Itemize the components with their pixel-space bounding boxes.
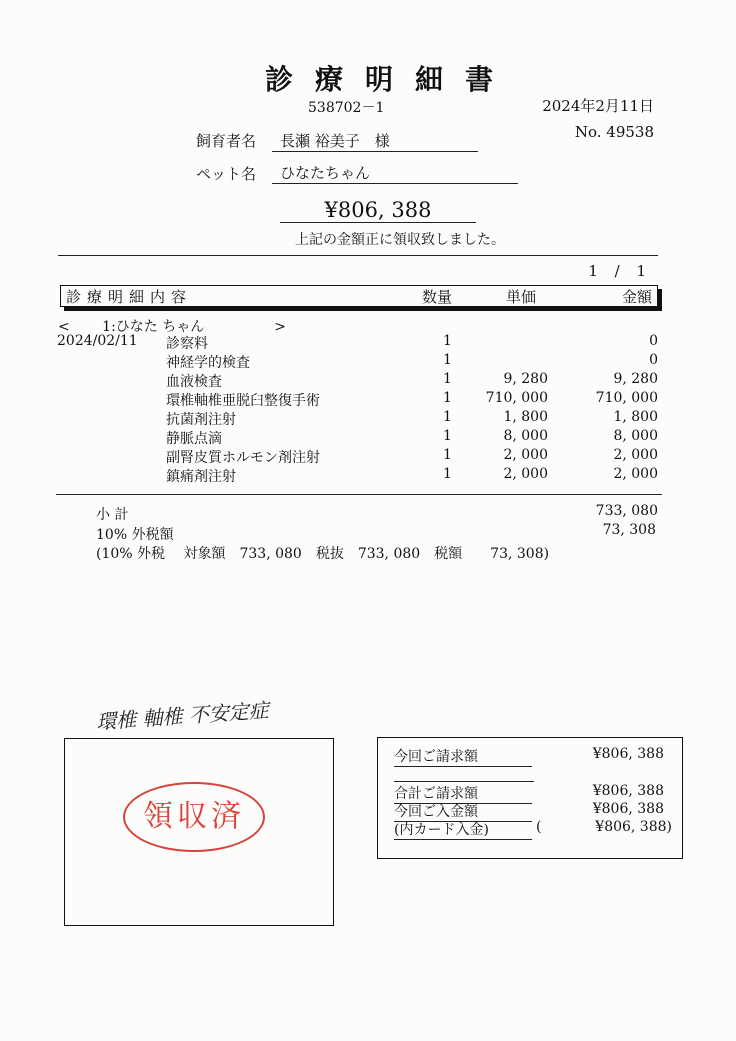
page-indicator: 1 / 1 [588,262,652,280]
pet-line: < 1:ひなた ちゃん > [58,319,286,335]
row-item: 環椎軸椎亜脱臼整復手術 [166,393,320,409]
row-amount: 0 [649,333,658,349]
issue-date: 2024年2月11日 [542,97,654,115]
row-qty: 1 [443,352,452,368]
handwritten-note: 環椎 軸椎 不安定症 [95,698,270,734]
row-amount: 710, 000 [595,390,658,406]
total-billing-label: 合計ご請求額 [394,783,532,804]
current-billing-value: ¥806, 388 [592,746,664,762]
divider [58,255,658,256]
row-unit: 2, 000 [503,466,548,482]
receipt-number: No. 49538 [574,123,654,141]
document-number: 538702－1 [308,100,385,116]
row-unit: 2, 000 [503,447,548,463]
stamp-box [64,738,334,926]
row-qty: 1 [443,390,452,406]
card-label: (内カード入金) [394,819,532,840]
col-qty: 数量 [422,288,453,306]
row-qty: 1 [443,428,452,444]
totals-box [377,737,683,859]
row-item: 静脈点滴 [166,431,222,447]
table-row [0,352,736,371]
card-value: ¥806, 388) [595,819,672,835]
owner-label: 飼育者名 [196,132,257,150]
owner-name: 長瀬 裕美子 様 [272,130,478,152]
row-unit: 1, 800 [503,409,548,425]
row-unit: 710, 000 [485,390,548,406]
tax-detail: (10% 外税 対象額 733, 080 税抜 733, 080 税額 73, 308) [96,546,550,562]
col-unit: 単価 [506,288,537,306]
total-billing-value: ¥806, 388 [592,783,664,799]
table-row [0,371,736,390]
card-paren: ( [536,819,542,835]
pet-name: ひなたちゃん [272,162,518,184]
table-row [0,466,736,485]
paid-stamp: 領収済 [123,782,265,852]
paid-label: 今回ご入金額 [394,801,532,822]
row-amount: 2, 000 [613,466,658,482]
row-amount: 1, 800 [613,409,658,425]
row-qty: 1 [443,447,452,463]
current-billing-label: 今回ご請求額 [394,746,532,767]
row-item: 鎮痛剤注射 [166,469,236,485]
row-item: 副腎皮質ホルモン剤注射 [166,450,320,466]
divider [56,494,662,495]
subtotal-value: 733, 080 [595,503,658,519]
table-row [0,428,736,447]
col-amount: 金額 [621,288,652,306]
row-qty: 1 [443,333,452,349]
document-title: 診療明細書 [264,63,515,96]
row-unit: 9, 280 [503,371,548,387]
paid-value: ¥806, 388 [592,801,664,817]
row-item: 診察料 [166,336,208,352]
row-date: 2024/02/11 [57,333,138,349]
row-amount: 8, 000 [613,428,658,444]
row-qty: 1 [443,466,452,482]
col-item: 診療明細内容 [66,288,193,306]
table-row [0,390,736,409]
divider [394,781,534,782]
pet-label: ペット名 [196,165,257,183]
row-amount: 2, 000 [613,447,658,463]
row-qty: 1 [443,371,452,387]
row-qty: 1 [443,409,452,425]
tax-value: 73, 308 [602,522,656,538]
row-item: 血液検査 [166,374,222,390]
tax-label: 10% 外税額 [96,527,174,543]
received-amount: ¥806, 388 [280,198,476,223]
row-item: 抗菌剤注射 [166,412,236,428]
subtotal-label: 小 計 [96,507,129,523]
table-row [0,447,736,466]
row-amount: 9, 280 [613,371,658,387]
row-item: 神経学的検査 [166,355,250,371]
table-row [0,333,736,352]
table-row [0,409,736,428]
row-amount: 0 [649,352,658,368]
row-unit: 8, 000 [503,428,548,444]
receipt-statement: 上記の金額正に領収致しました。 [295,232,505,248]
